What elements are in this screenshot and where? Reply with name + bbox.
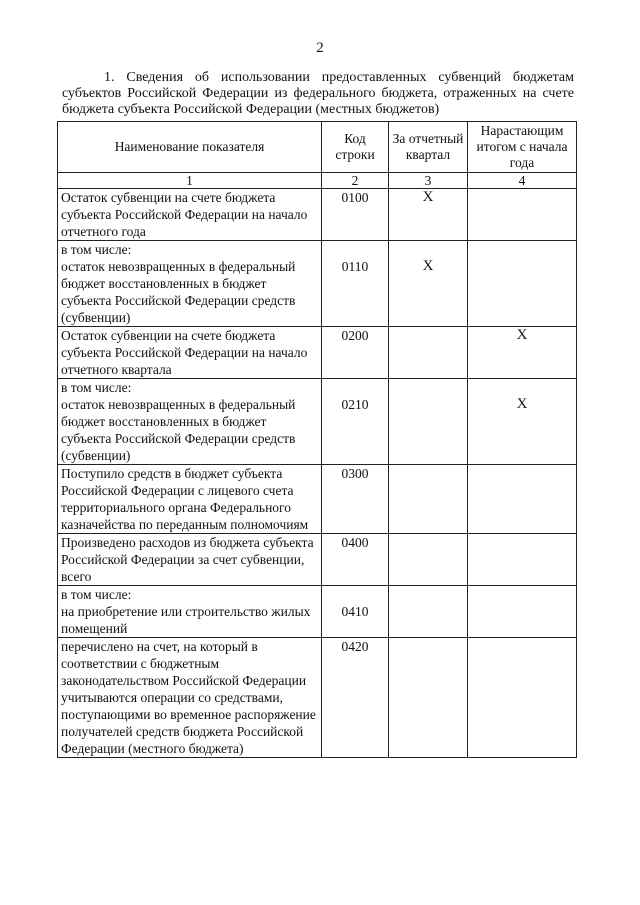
row-code: 0110	[322, 241, 389, 327]
row-label: в том числе: остаток невозвращенных в федеральный бюджет восстановленных в бюджет субъекта Российской Федерации средств (субвенции)	[58, 379, 322, 465]
row-label: Остаток субвенции на счете бюджета субъекта Российской Федерации на начало отчетного года	[58, 189, 322, 241]
row-year-value	[468, 586, 577, 638]
row-code: 0200	[322, 327, 389, 379]
row-label: в том числе: остаток невозвращенных в федеральный бюджет восстановленных в бюджет субъекта Российской Федерации средств (субвенции)	[58, 241, 322, 327]
row-year-value	[468, 241, 577, 327]
row-label: перечислено на счет, на который в соответствии с бюджетным законодательством Российской Федерации учитываются операции со средствами, поступающими во временное распоряжение получателей средств бюджета Российской Федерации (местного бюджета)	[58, 638, 322, 758]
row-code: 0100	[322, 189, 389, 241]
row-quarter-value	[389, 534, 468, 586]
row-year-value: X	[468, 379, 577, 465]
section-heading-text: 1. Сведения об использовании предоставленных субвенций бюджетам субъектов Российской Федерации из федерального бюджета, отраженных на счете бюджета субъекта Российской Федерации (местных бюджетов)	[62, 70, 574, 117]
header-line-code: Код строки	[322, 122, 389, 173]
header-reporting-quarter: За отчетный квартал	[389, 122, 468, 173]
table-header-row	[58, 122, 577, 173]
row-code: 0420	[322, 638, 389, 758]
column-numbering-row	[58, 173, 577, 189]
row-year-value	[468, 465, 577, 534]
row-quarter-value: X	[389, 241, 468, 327]
table-row	[58, 379, 577, 465]
header-indicator-name: Наименование показателя	[58, 122, 322, 173]
row-quarter-value	[389, 327, 468, 379]
row-label: Поступило средств в бюджет субъекта Российской Федерации с лицевого счета территориального органа Федерального казначейства по переданным полномочиям	[58, 465, 322, 534]
row-quarter-value	[389, 465, 468, 534]
table-row	[58, 327, 577, 379]
table-row	[58, 534, 577, 586]
row-label: в том числе: на приобретение или строительство жилых помещений	[58, 586, 322, 638]
section-heading	[62, 70, 574, 118]
row-year-value	[468, 189, 577, 241]
column-number: 2	[322, 173, 389, 189]
column-number: 4	[468, 173, 577, 189]
column-number: 3	[389, 173, 468, 189]
row-year-value	[468, 534, 577, 586]
row-quarter-value	[389, 638, 468, 758]
table-row	[58, 241, 577, 327]
row-quarter-value: X	[389, 189, 468, 241]
row-label: Остаток субвенции на счете бюджета субъекта Российской Федерации на начало отчетного квартала	[58, 327, 322, 379]
row-code: 0400	[322, 534, 389, 586]
subvention-report-table	[57, 121, 577, 758]
table-row	[58, 638, 577, 758]
page-number: 2	[316, 40, 324, 56]
header-year-to-date: Нарастающим итогом с начала года	[468, 122, 577, 173]
row-code: 0210	[322, 379, 389, 465]
row-year-value	[468, 638, 577, 758]
row-quarter-value	[389, 586, 468, 638]
table-row	[58, 586, 577, 638]
table-row	[58, 465, 577, 534]
row-label: Произведено расходов из бюджета субъекта Российской Федерации за счет субвенции, всего	[58, 534, 322, 586]
row-quarter-value	[389, 379, 468, 465]
table-row	[58, 189, 577, 241]
row-code: 0300	[322, 465, 389, 534]
row-year-value: X	[468, 327, 577, 379]
row-code: 0410	[322, 586, 389, 638]
column-number: 1	[58, 173, 322, 189]
